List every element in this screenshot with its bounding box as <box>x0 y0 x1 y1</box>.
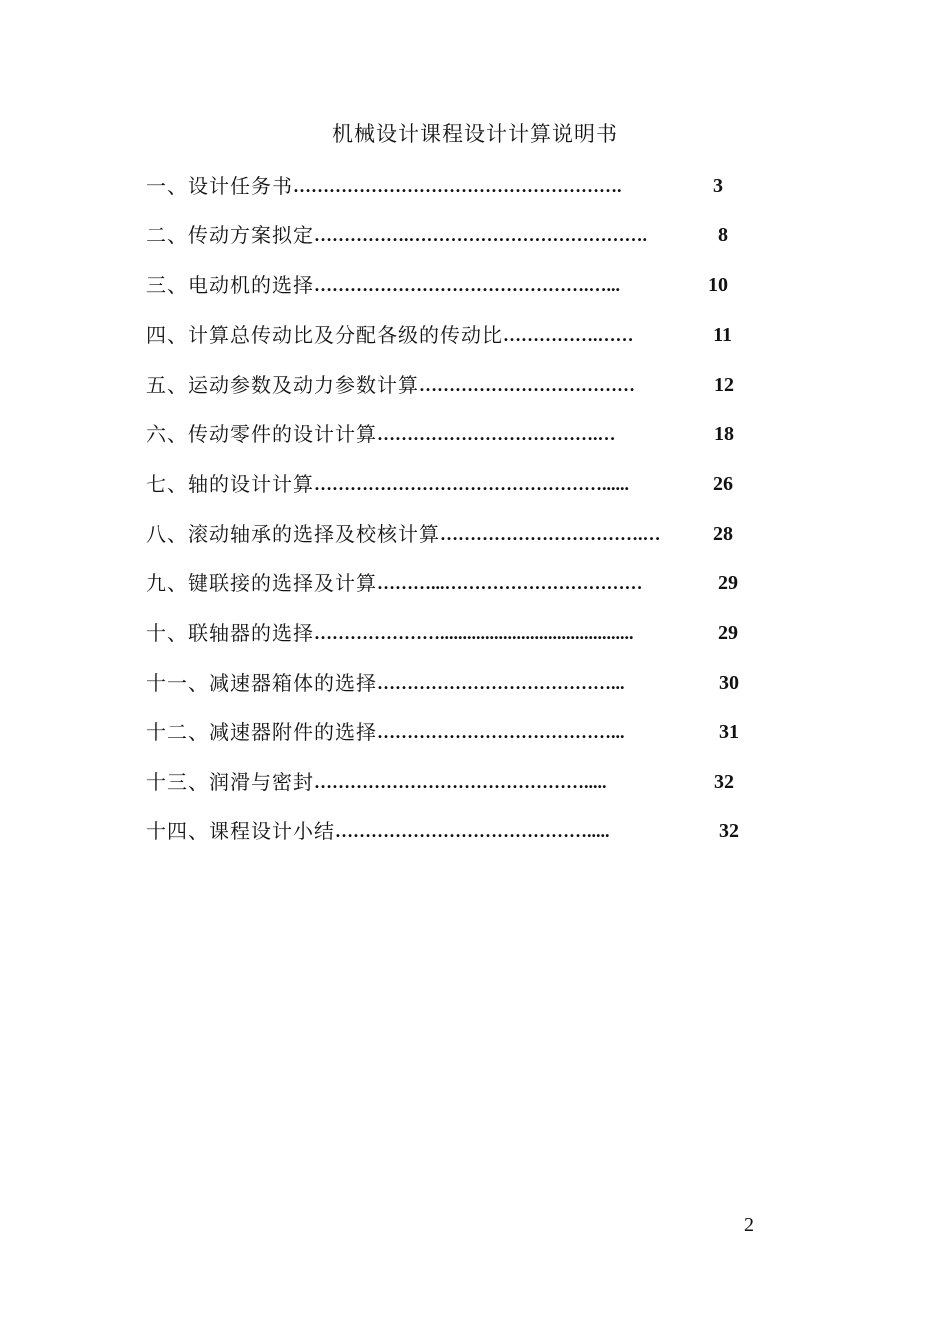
page-number: 2 <box>744 1214 754 1236</box>
toc-entry-leader: …………………………….… <box>440 524 661 544</box>
document-title: 机械设计课程设计计算说明书 <box>332 122 618 146</box>
toc-entry-leader: ……………………………………….…... <box>314 275 620 295</box>
toc-entry-label: 一、设计任务书 <box>146 174 293 198</box>
toc-entry-leader: ………...…………………………… <box>377 573 643 593</box>
toc-entry-label: 七、轴的设计计算 <box>146 472 314 496</box>
toc-entry-leader: ……………………………… <box>419 375 635 395</box>
toc-entry-leader: ……………………………….… <box>377 424 616 444</box>
toc-entry-label: 三、电动机的选择 <box>146 273 314 297</box>
toc-entry[interactable] <box>146 519 733 549</box>
toc-entry[interactable] <box>146 469 733 499</box>
toc-entry[interactable] <box>146 220 728 250</box>
toc-entry-label: 十四、课程设计小结 <box>146 819 335 843</box>
toc-entry-label: 九、键联接的选择及计算 <box>146 571 377 595</box>
toc-entry-page: 11 <box>713 324 732 346</box>
toc-entry-leader: …………………………………... <box>377 673 625 693</box>
toc-entry[interactable] <box>146 767 734 797</box>
toc-entry[interactable] <box>146 270 728 300</box>
toc-entry-leader: …………………………………... <box>377 722 625 742</box>
toc-entry-leader: ………………………………………..... <box>314 772 607 792</box>
toc-entry-page: 28 <box>713 523 733 545</box>
toc-entry-leader: …………………………………………...... <box>314 474 629 494</box>
toc-entry[interactable] <box>146 717 739 747</box>
toc-entry-page: 31 <box>719 721 739 743</box>
toc-entry-leader: …………….…… <box>503 325 634 345</box>
toc-entry-page: 29 <box>718 622 738 644</box>
toc-entry[interactable] <box>146 668 739 698</box>
toc-entry-label: 八、滚动轴承的选择及校核计算 <box>146 522 440 546</box>
toc-entry-label: 六、传动零件的设计计算 <box>146 422 377 446</box>
toc-entry[interactable] <box>146 816 739 846</box>
toc-entry-page: 32 <box>719 820 739 842</box>
toc-entry[interactable] <box>146 618 738 648</box>
toc-entry-label: 四、计算总传动比及分配各级的传动比 <box>146 323 503 347</box>
toc-entry-page: 32 <box>714 771 734 793</box>
toc-entry-page: 8 <box>718 224 728 246</box>
toc-entry-page: 26 <box>713 473 733 495</box>
toc-entry-leader: …………….…………………………………. <box>314 225 647 245</box>
toc-entry-page: 12 <box>714 374 734 396</box>
toc-entry-leader: ……………………………………..... <box>335 821 610 841</box>
toc-entry-label: 十、联轴器的选择 <box>146 621 314 645</box>
toc-entry[interactable] <box>146 568 738 598</box>
toc-entry-label: 十二、减速器附件的选择 <box>146 720 377 744</box>
toc-entry-label: 二、传动方案拟定 <box>146 223 314 247</box>
toc-entry[interactable] <box>146 419 734 449</box>
toc-entry-leader: …………………........................................... <box>314 623 634 643</box>
toc-entry-page: 3 <box>713 175 723 197</box>
toc-entry-page: 18 <box>714 423 734 445</box>
toc-entry-page: 29 <box>718 572 738 594</box>
toc-entry-label: 十三、润滑与密封 <box>146 770 314 794</box>
toc-entry-label: 十一、减速器箱体的选择 <box>146 671 377 695</box>
toc-entry-leader: ………………………………………………. <box>293 176 622 196</box>
toc-entry-page: 30 <box>719 672 739 694</box>
toc-entry[interactable] <box>146 320 732 350</box>
toc-entry[interactable] <box>146 171 723 201</box>
toc-entry[interactable] <box>146 370 734 400</box>
toc-entry-label: 五、运动参数及动力参数计算 <box>146 373 419 397</box>
toc-entry-page: 10 <box>708 274 728 296</box>
